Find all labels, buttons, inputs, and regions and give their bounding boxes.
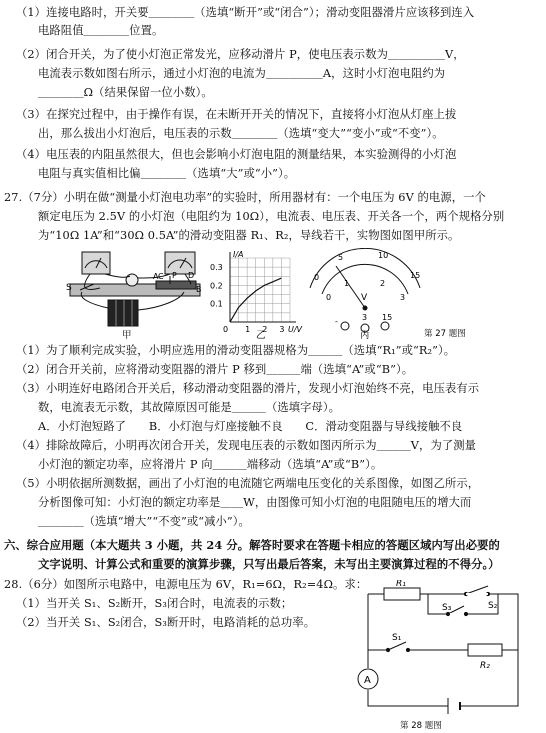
label-s2: S₂ xyxy=(488,601,498,611)
figure-28-circuit xyxy=(348,580,538,730)
q26-3-line2: 出，那么拔出小灯泡后，电压表的示数＿＿＿＿（选填“变大”“变小”或“不变”）。 xyxy=(38,127,444,140)
q27-stem-line3: 为“10Ω 1A”和“30Ω 0.5A”的滑动变阻器 R₁、R₂，导线若干，实物图如图甲所示。 xyxy=(38,229,460,242)
apparatus-label-a: A xyxy=(153,272,159,281)
dial-bottom-2: 2 xyxy=(380,279,386,288)
label-s3: S₃ xyxy=(442,603,452,613)
label-yi: 乙 xyxy=(256,330,266,340)
graph-y-tick-label: 0.3 xyxy=(210,263,223,273)
dial-bottom-3: 3 xyxy=(400,293,406,302)
graph-x-axis-label: U/V xyxy=(288,325,303,334)
label-r1: R₁ xyxy=(396,580,406,589)
dial-top-0: 0 xyxy=(314,273,320,282)
figure-27-apparatus xyxy=(70,252,200,326)
q26-1-line1: （1）连接电路时，开关要＿＿＿＿（选填“断开”或“闭合”）；滑动变阻器滑片应该移到连入 xyxy=(16,6,475,19)
dial-top-15: 15 xyxy=(410,271,421,280)
q26-4-line1: （4）电压表的内阻虽然很大，但也会影响小灯泡电阻的测量结果，本实验测得的小灯泡 xyxy=(16,148,457,161)
apparatus-label-p: P xyxy=(172,271,177,280)
apparatus-label-c: C xyxy=(158,272,164,281)
section-6-heading-line1: 六、综合应用题（本大题共 3 小题，共 24 分。解答时要求在答题卡相应的答题区域内写出必要的 xyxy=(4,538,500,552)
figure-27-caption: 第 27 题图 xyxy=(424,329,466,339)
figure-27-graph xyxy=(210,250,303,340)
apparatus-label-s: S xyxy=(66,283,72,293)
q27-stem-line2: 额定电压为 2.5V 的小灯泡（电阻约为 10Ω），电流表、电压表、开关各一个，两个规格分别 xyxy=(38,210,505,223)
q27-3-line2: 数，电流表无示数，其故障原因可能是＿＿＿（选填字母）。 xyxy=(38,401,341,414)
graph-y-tick-label: 0.2 xyxy=(210,281,223,291)
apparatus-label-b: B xyxy=(196,285,202,294)
section-6-heading-line2: 文字说明、计算公式和重要的演算步骤，只写出最后答案，未写出主要演算过程的不得分。） xyxy=(38,557,500,571)
q26-2-line3: ＿＿＿＿Ω（结果保留一位小数）。 xyxy=(38,86,213,99)
graph-y-axis-label: I/A xyxy=(233,250,244,259)
q26-3-line1: （3）在探究过程中，由于操作有误，在未断开开关的情况下，直接将小灯泡从灯座上拔 xyxy=(16,108,457,121)
graph-x-tick-label: 1 xyxy=(245,325,251,334)
graph-origin-label: 0 xyxy=(223,325,229,334)
dial-bottom-0: 0 xyxy=(326,293,332,302)
dial-terminal-15: 15 xyxy=(382,313,393,322)
figure-27 xyxy=(60,248,500,340)
graph-x-tick-label: 3 xyxy=(279,325,285,334)
figure-28-caption: 第 28 题图 xyxy=(400,721,442,730)
label-r2: R₂ xyxy=(480,661,490,671)
q27-3-options: A．小灯泡短路了 B．小灯泡与灯座接触不良 C．滑动变阻器与导线接触不良 xyxy=(38,420,463,433)
ammeter-label: A xyxy=(364,675,371,686)
label-jia: 甲 xyxy=(122,330,132,340)
q28-stem: 28.（6分）如图所示电路中，电源电压为 6V，R₁=6Ω，R₂=4Ω。求： xyxy=(4,578,368,591)
q27-5-line2: 分析图像可知：小灯泡的额定功率是＿＿W，由图像可知小灯泡的电阻随电压的增大而 xyxy=(38,496,472,509)
q27-5-line3: ＿＿＿＿（选填“增大”“不变”或“减小”）。 xyxy=(38,515,250,528)
q27-5-line1: （5）小明依据所测数据，画出了小灯泡的电流随它两端电压变化的关系图像，如图乙所示， xyxy=(16,477,480,490)
q27-stem-line1: 27.（7分）小明在做“测量小灯泡电功率”的实验时，所用器材有：一个电压为 6V 的电源，一个 xyxy=(4,191,486,204)
dial-top-5: 5 xyxy=(338,253,344,262)
dial-top-10: 10 xyxy=(378,251,389,260)
apparatus-label-d: D xyxy=(188,271,195,280)
q27-3-line1: （3）小明连好电路闭合开关后，移动滑动变阻器的滑片，发现小灯泡始终不亮，电压表有示 xyxy=(16,382,480,395)
dial-unit: V xyxy=(361,293,368,303)
q28-1: （1）当开关 S₁、S₂断开，S₃闭合时，电流表的示数； xyxy=(16,597,293,610)
graph-x-tick-label: 2 xyxy=(262,325,268,334)
q26-4-line2: 电阻与真实值相比偏＿＿＿＿（选填“大”或“小”）。 xyxy=(38,167,296,180)
q27-2: （2）闭合开关前，应将滑动变阻器的滑片 P 移到＿＿＿端（选填“A”或“B”）。 xyxy=(16,363,414,376)
q26-1-line2: 电路阻值＿＿＿＿位置。 xyxy=(38,24,164,37)
dial-terminal-3: 3 xyxy=(362,313,368,322)
q26-2-line1: （2）闭合开关，为了使小灯泡正常发光，应移动滑片 P，使电压表示数为＿＿＿＿＿V， xyxy=(16,48,465,61)
dial-terminal-neg: - xyxy=(335,317,338,326)
q26-2-line2: 电流表示数如图右所示，通过小灯泡的电流为＿＿＿＿＿A，这时小灯泡电阻约为 xyxy=(38,67,446,80)
graph-y-tick-label: 0.1 xyxy=(210,299,223,309)
label-s1: S₁ xyxy=(392,633,402,643)
q27-1: （1）为了顺利完成实验，小明应选用的滑动变阻器规格为＿＿＿（选填“R₁”或“R₂”）。 xyxy=(16,344,456,357)
q27-4-line1: （4）排除故障后，小明再次闭合开关，发现电压表的示数如图丙所示为＿＿＿V，为了测量 xyxy=(16,439,477,452)
q28-2: （2）当开关 S₁、S₂闭合，S₃断开时，电路消耗的总功率。 xyxy=(16,616,316,629)
label-bing: 丙 xyxy=(360,330,370,340)
dial-bottom-1: 1 xyxy=(344,279,350,288)
q27-4-line2: 小灯泡的额定功率，应将滑片 P 向＿＿＿端移动（选填“A”或“B”）。 xyxy=(38,458,383,471)
